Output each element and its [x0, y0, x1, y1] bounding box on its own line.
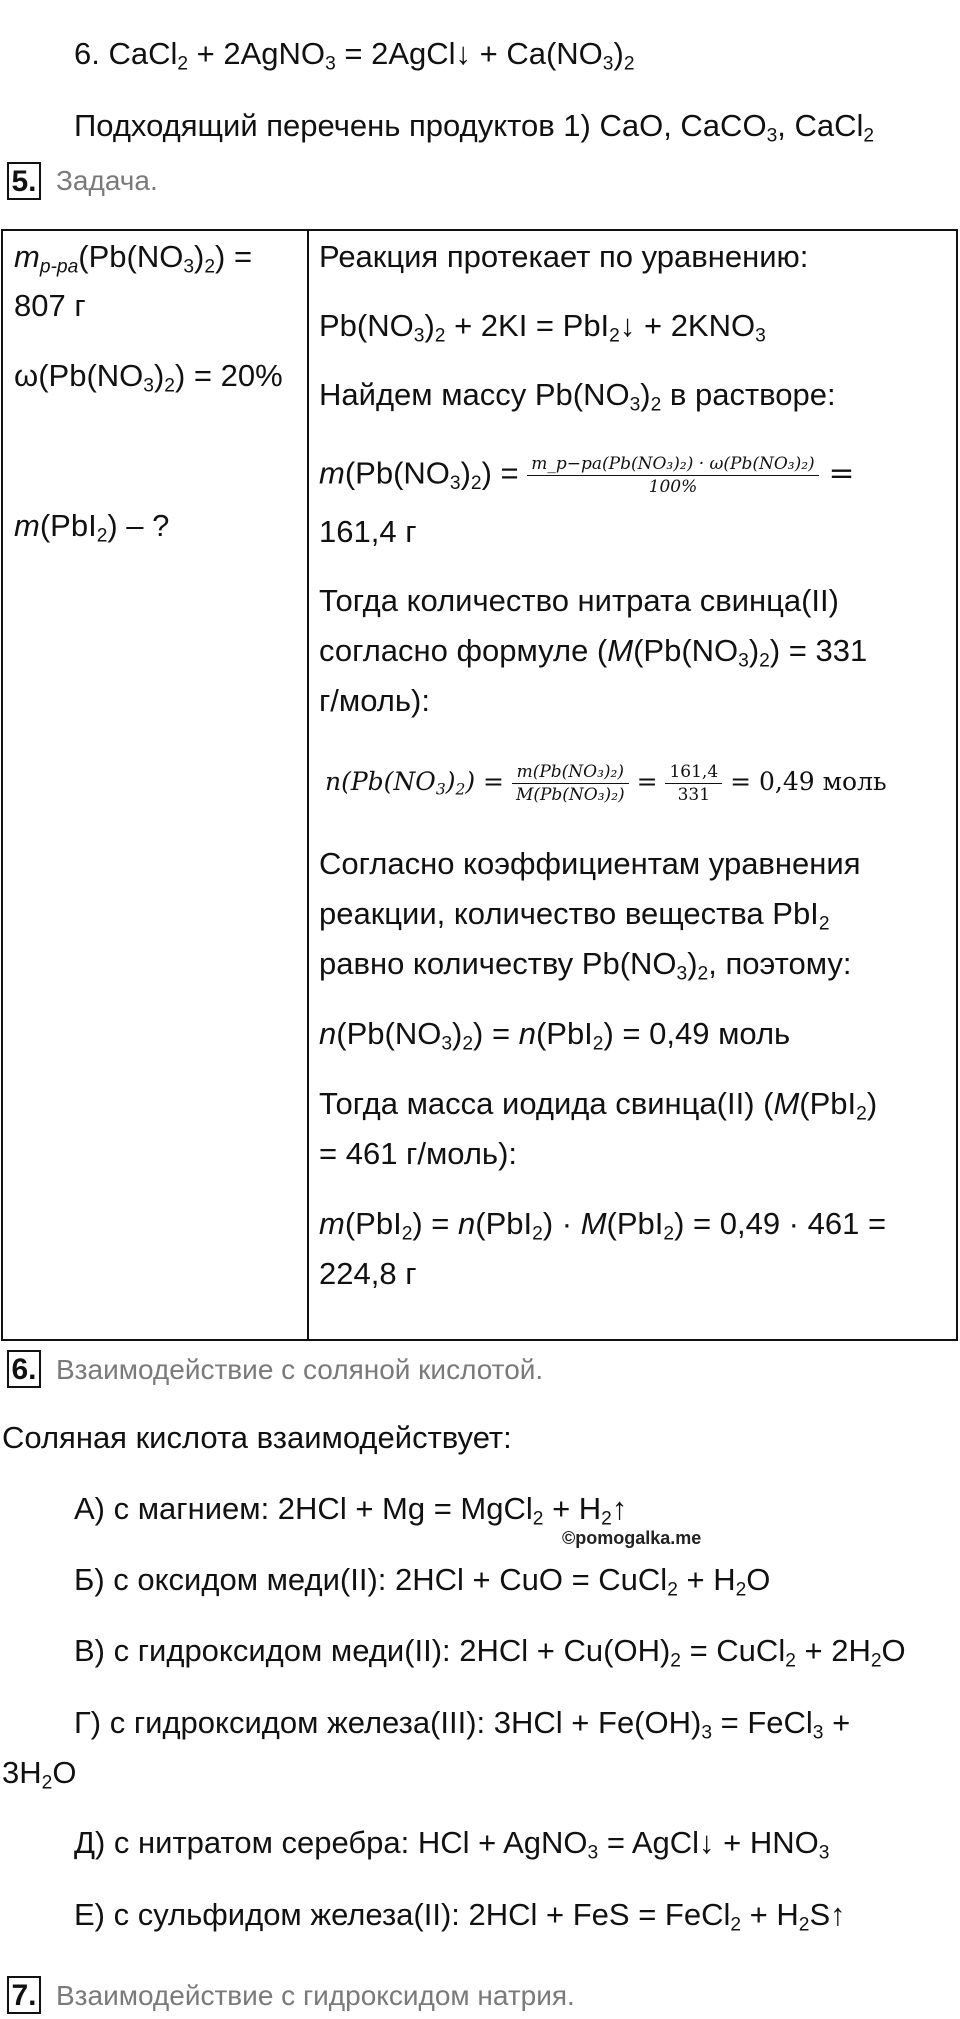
reaction-d: Г) с гидроксидом железа(III): $3HCl + Fe(OH)_3$ = FeCl$_3$ + [74, 1705, 851, 1744]
table-divider [307, 231, 309, 1339]
reaction-c: В) с гидроксидом меди(II): $2HCl + Cu(OH)_2$ = CuCl$_2$ + $2H_2O$ [74, 1633, 906, 1672]
task-5-table [1, 229, 958, 1341]
fraction-moles: $\frac{\text{m(Pb(NO₃)₂)}}{\text{M(Pb(NO₃)₂)}}$ [512, 761, 629, 806]
task-6-number: 6. [7, 1350, 41, 1388]
products-line: Подходящий перечень продуктов 1) CaO, CaCO$_3$, CaCl$_2$ [74, 108, 875, 147]
equation-6: 6. CaCl$_2$ + 2AgNO$_3$ = 2AgCl↓ + $Ca(NO_3)_2$ [74, 36, 635, 75]
task-6-title: Взаимодействие с соляной кислотой. [56, 1354, 544, 1385]
given-fraction: $\omega(Pb(NO_3)_2) = 20\%$ [14, 358, 283, 397]
solution-line-10: Согласно коэффициентам уравнения [319, 846, 861, 881]
solution-moles-equal: $n(Pb(NO_3)_2) = n(PbI_2) = 0,49$ моль [319, 1016, 791, 1055]
solution-line-7: согласно формуле ($M(Pb(NO_3)_2) = 331$ [319, 633, 868, 672]
task-5-number: 5. [7, 162, 41, 200]
solution-reaction: $Pb(NO_3)_2 + 2KI$ = PbI$_2$↓ + $2KNO_3$ [319, 308, 766, 347]
solution-line-12: равно количеству $Pb(NO_3)_2$, поэтому: [319, 946, 852, 985]
given-mass-value: 807 г [14, 288, 86, 323]
reaction-a: А) с магнием: 2HCl + Mg = MgCl$_2$ + $H_2↑$ [74, 1491, 628, 1530]
fraction-mass: $\frac{\text{m\_p−pa(Pb(NO₃)₂) · ω(Pb(NO₃)₂)}}{100\%}$ [527, 453, 818, 498]
solution-mass-result: 161,4 г [319, 514, 417, 549]
solution-line-15: = 461 г/моль): [319, 1136, 518, 1171]
solution-line-1: Реакция протекает по уравнению: [319, 239, 809, 274]
solution-final-result: 224,8 г [319, 1256, 417, 1291]
reaction-e: Д) с нитратом серебра: HCl + AgNO$_3$ = AgCl↓ + $HNO_3$ [74, 1825, 830, 1864]
solution-line-6: Тогда количество нитрата свинца(II) [319, 583, 839, 618]
reaction-b: Б) с оксидом меди(II): 2HCl + CuO = CuCl$_2$ + $H_2O$ [74, 1562, 771, 1601]
solution-mass-formula: $m(Pb(NO_3)_2)$ = $\frac{\text{m\_p−pa(Pb(NO₃)₂) · ω(Pb(NO₃)₂)}}{100\%}$ = [319, 454, 855, 497]
reaction-d-continued: $3H_2O$ [2, 1755, 77, 1794]
task-6-intro: Соляная кислота взаимодействует: [2, 1420, 512, 1455]
solution-final-formula: m(PbI$_2$) = n(PbI$_2$) · M(PbI$_2$) = 0,49 · 461 = [319, 1206, 887, 1245]
reaction-f: Е) с сульфидом железа(II): 2HCl + FeS = FeCl$_2$ + $H_2S↑$ [74, 1897, 846, 1936]
task-7-number: 7. [7, 1976, 41, 2014]
fraction-values: $\frac{161,4}{331}$ [665, 761, 722, 806]
solution-line-3: Найдем массу $Pb(NO_3)_2$ в растворе: [319, 377, 836, 416]
solution-line-8: г/моль): [319, 683, 430, 718]
given-mass: $m_{р-ра}(Pb(NO_3)_2)$ = [14, 239, 253, 278]
task-7-title: Взаимодействие с гидроксидом натрия. [56, 1980, 575, 2011]
find-mass: m(PbI$_2$) – ? [14, 508, 170, 547]
task-5-title: Задача. [56, 165, 158, 196]
solution-line-11: реакции, количество вещества PbI$_2$ [319, 896, 830, 935]
solution-moles-formula: $n(Pb(NO_3)_2)$ = $\frac{\text{m(Pb(NO₃)₂)}}{\text{M(Pb(NO₃)₂)}}$ = $\frac{161,4}{331}$ = 0,49 моль [325, 762, 887, 805]
solution-line-14: Тогда масса иодида свинца(II) (M(PbI$_2$) [319, 1086, 878, 1125]
watermark: ©pomogalka.me [562, 1528, 702, 1548]
